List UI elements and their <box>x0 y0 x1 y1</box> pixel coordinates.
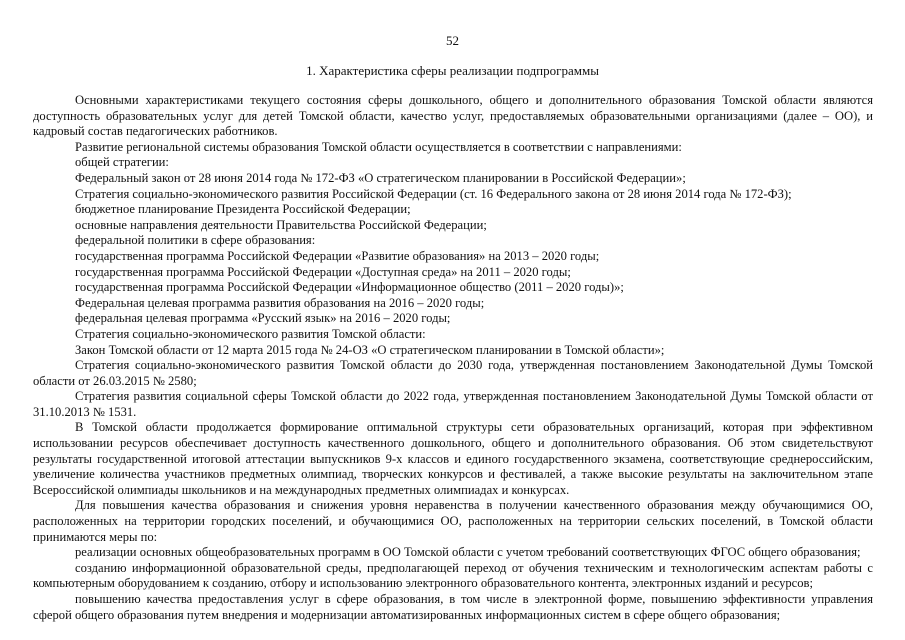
body-paragraph: Стратегия социально-экономического развития Томской области до 2030 года, утвержденная постановлением Законодательной Думы Томской области от 26.03.2015 № 2580; <box>33 358 873 388</box>
body-paragraph: созданию информационной образовательной среды, предполагающей переход от обучения техническим и технологическим аспектам работы с компьютерным оборудованием к созданию, отбору и использованию электронного образовательного контента, электронных изданий и ресурсов; <box>33 560 873 591</box>
body-paragraph: Закон Томской области от 12 марта 2015 года № 24-ОЗ «О стратегическом планировании в Томской области»; <box>75 342 665 357</box>
body-paragraph: Стратегия социально-экономического развития Томской области: <box>75 326 426 341</box>
section-heading: 1. Характеристика сферы реализации подпрограммы <box>306 63 599 78</box>
body-paragraph: Для повышения качества образования и снижения уровня неравенства в получении качественного образования между обучающимися ОО, расположенных на территории городских поселений, и обучающимися ОО, расположенных на территории сельских поселений, в Томской области принимаются меры по: <box>33 498 873 544</box>
body-paragraph: федеральной политики в сфере образования: <box>75 233 316 248</box>
body-paragraph: Стратегия социально-экономического развития Российской Федерации (ст. 16 Федерального закона от 28 июня 2014 года № 172-ФЗ); <box>75 186 792 201</box>
body-paragraph: Основными характеристиками текущего состояния сферы дошкольного, общего и дополнительного образования Томской области являются доступность образовательных услуг для детей Томской области, качество услуг, предоставляемых образовательными организациями (далее – ОО), и кадровый состав педагогических работников. <box>33 93 873 139</box>
body-paragraph: реализации основных общеобразовательных программ в ОО Томской области с учетом требований соответствующих ФГОС общего образования; <box>75 545 861 560</box>
body-paragraph: Федеральный закон от 28 июня 2014 года № 172-ФЗ «О стратегическом планировании в Российской Федерации»; <box>75 170 686 185</box>
body-paragraph: государственная программа Российской Федерации «Информационное общество (2011 – 2020 годы)»; <box>75 280 624 295</box>
body-paragraph: бюджетное планирование Президента Российской Федерации; <box>75 202 411 217</box>
page-number: 52 <box>446 33 459 48</box>
document-body <box>33 93 873 623</box>
body-paragraph: В Томской области продолжается формирование оптимальной структуры сети образовательных организаций, которая при эффективном использовании ресурсов обеспечивает доступность качественного дошкольного, общего и дополнительного образования. Об этом свидетельствуют результаты государственной итоговой аттестации выпускников 9-х классов и единого государственного экзамена, соответствующие среднероссийским, увеличение количества участников предметных олимпиад, творческих конкурсов и фестивалей, а также высокие результаты на заключительном этапе Всероссийской олимпиады школьников и на международных предметных олимпиадах и конкурсах. <box>33 420 873 497</box>
body-paragraph: федеральная целевая программа «Русский язык» на 2016 – 2020 годы; <box>75 311 451 326</box>
body-paragraph: основные направления деятельности Правительства Российской Федерации; <box>75 217 487 232</box>
body-paragraph: повышению качества предоставления услуг в сфере образования, в том числе в электронной форме, повышению эффективности управления сферой общего образования путем внедрения и модернизации автоматизированных информационных систем в сфере общего образования; <box>33 592 873 622</box>
body-paragraph: Стратегия развития социальной сферы Томской области до 2022 года, утвержденная постановлением Законодательной Думы Томской области от 31.10.2013 № 1531. <box>33 389 873 419</box>
body-paragraph: государственная программа Российской Федерации «Доступная среда» на 2011 – 2020 годы; <box>75 264 571 279</box>
body-paragraph: общей стратегии: <box>75 155 169 170</box>
body-paragraph: государственная программа Российской Федерации «Развитие образования» на 2013 – 2020 годы; <box>75 248 600 263</box>
body-paragraph: Федеральная целевая программа развития образования на 2016 – 2020 годы; <box>75 295 485 310</box>
body-paragraph: Развитие региональной системы образования Томской области осуществляется в соответствии с направлениями: <box>75 139 682 154</box>
